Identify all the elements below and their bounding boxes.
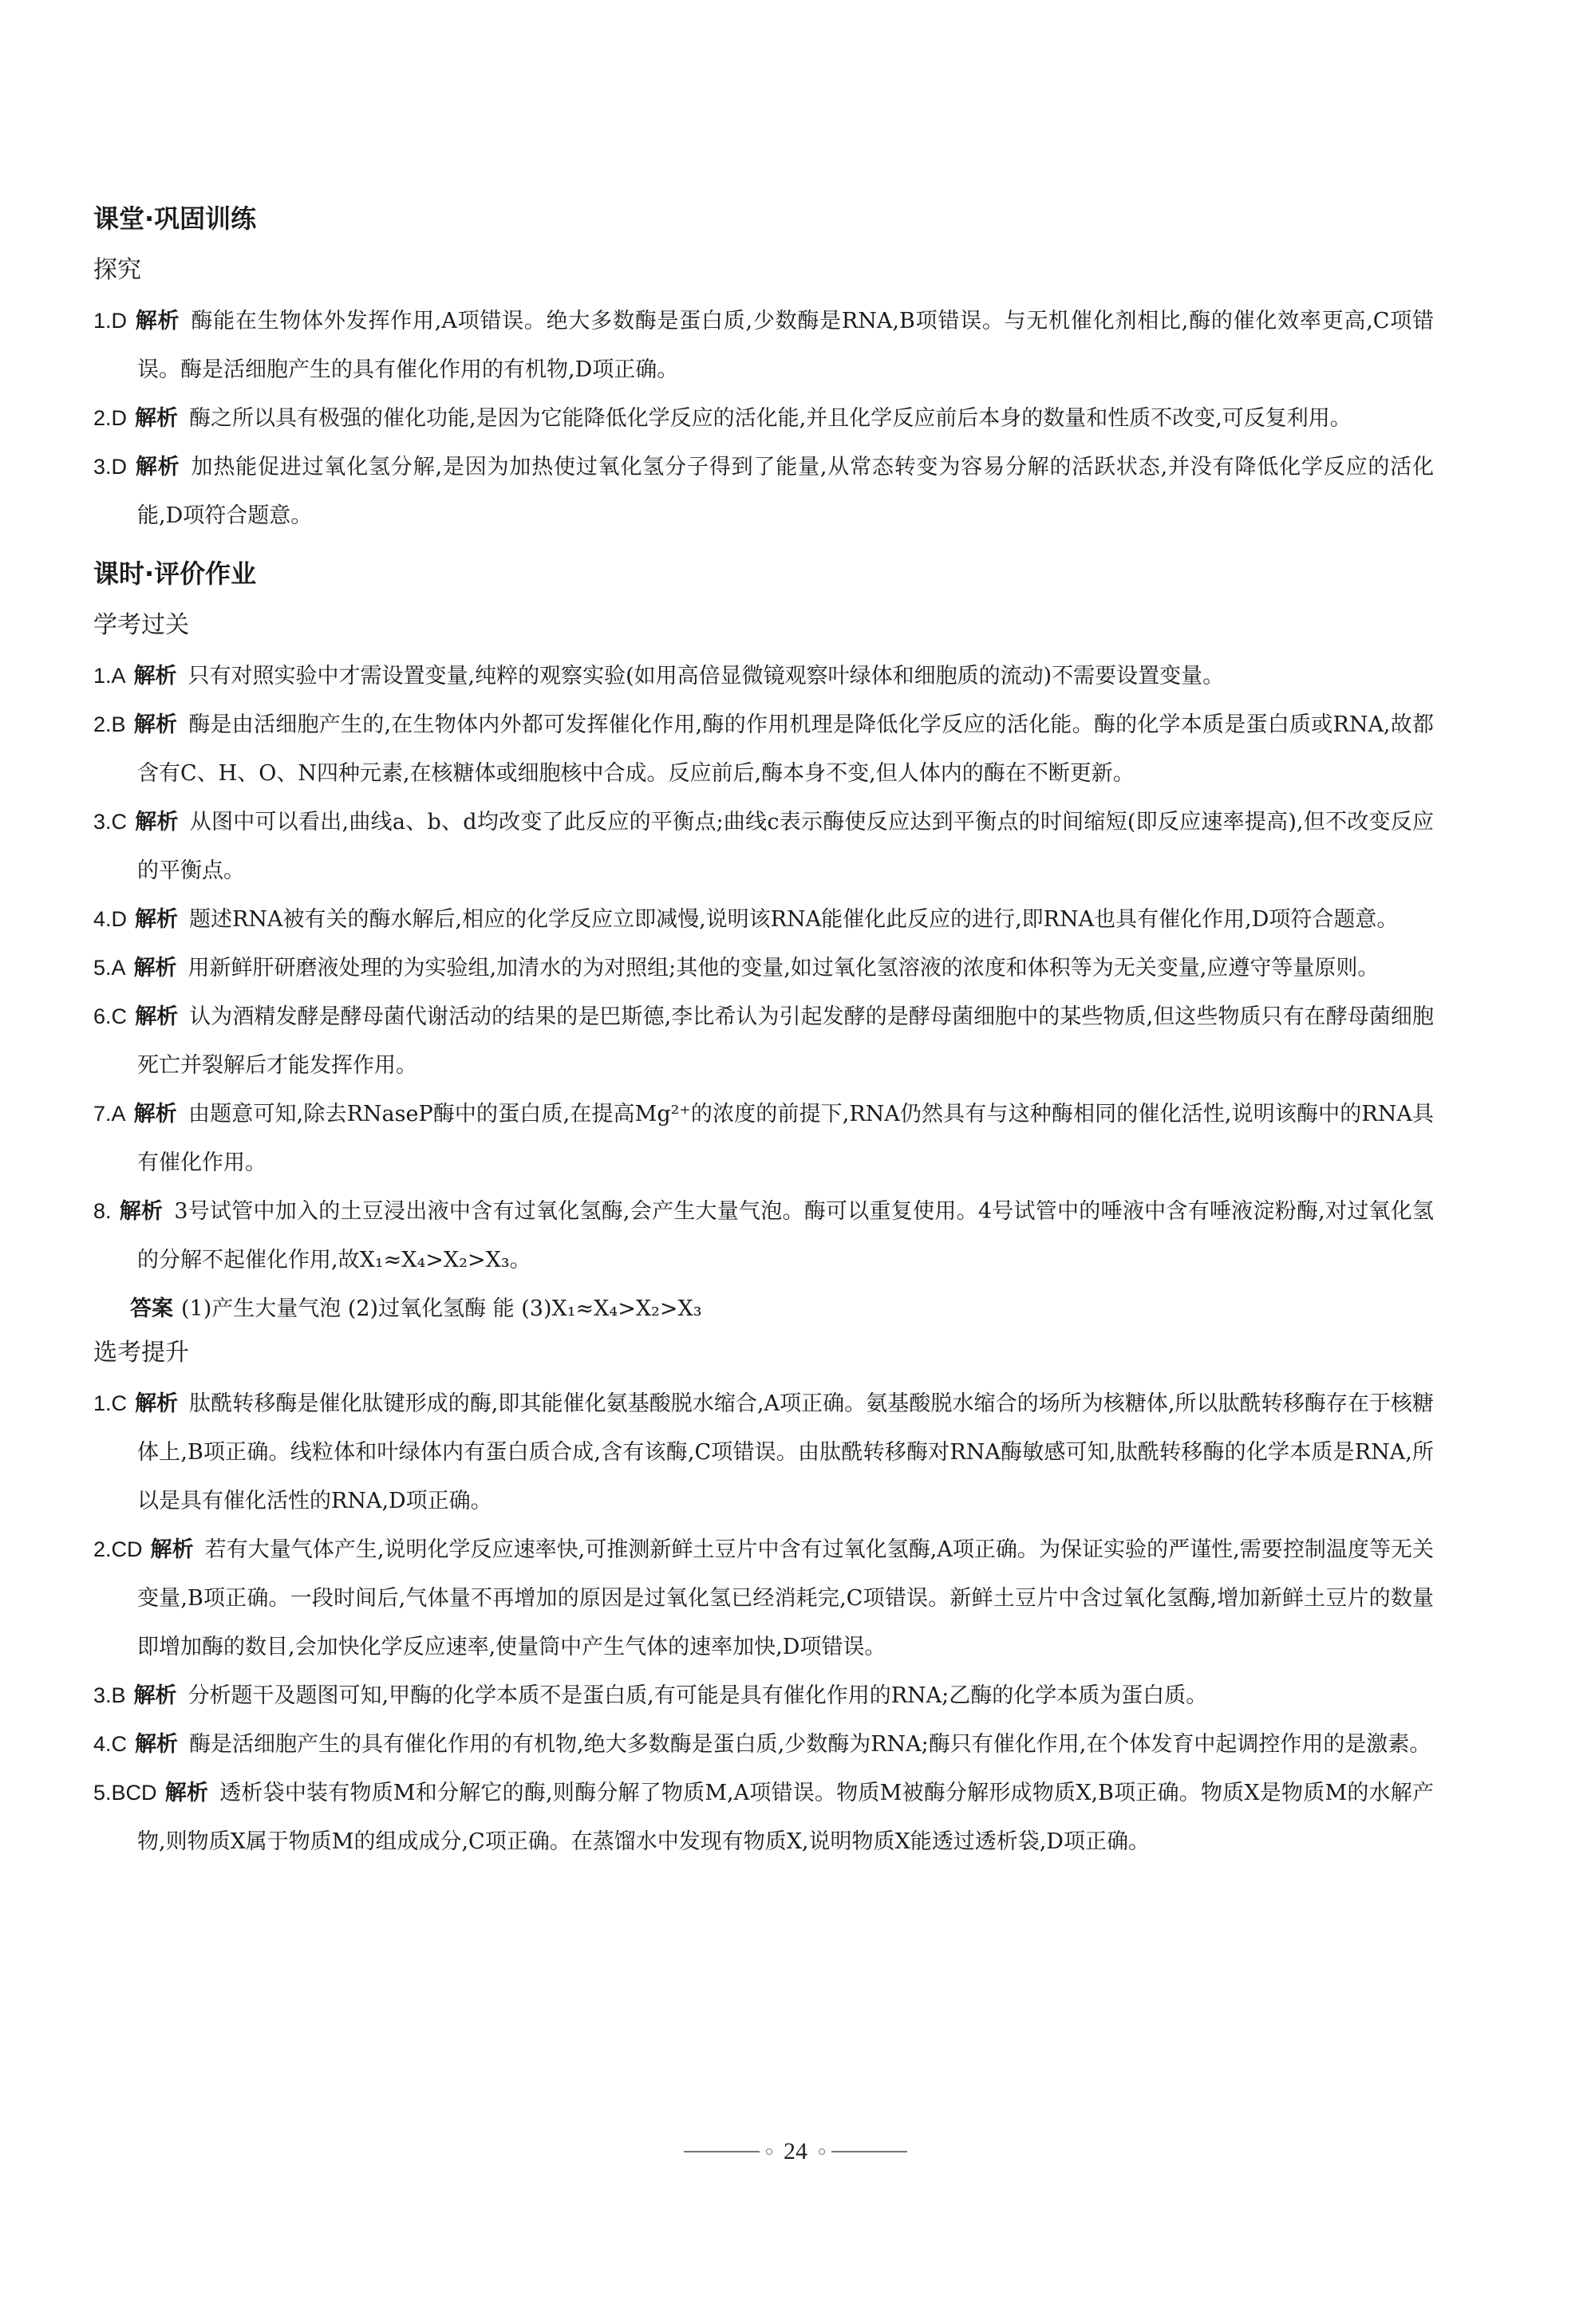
item-text: 分析题干及题图可知,甲酶的化学本质不是蛋白质,有可能是具有催化作用的RNA;乙酶的化学本质为蛋白质。 [188, 1683, 1208, 1708]
item-keyword: 解析 [135, 810, 179, 835]
footer-rule-left [684, 2151, 760, 2152]
item-keyword: 解析 [135, 1004, 179, 1029]
item-text: 加热能促进过氧化氢分解,是因为加热使过氧化氢分子得到了能量,从常态转变为容易分解的活跃状态,并没有降低化学反应的活化能,D项符合题意。 [137, 455, 1435, 528]
item-number: 7.A [93, 1102, 126, 1126]
item-keyword: 解析 [119, 1199, 164, 1224]
answer-item [93, 944, 1434, 992]
item-text: 用新鲜肝研磨液处理的为实验组,加清水的为对照组;其他的变量,如过氧化氢溶液的浓度和体积等为无关变量,应遵守等量原则。 [188, 956, 1380, 980]
item-text: 只有对照实验中才需设置变量,纯粹的观察实验(如用高倍显微镜观察叶绿体和细胞质的流动)不需要设置变量。 [188, 664, 1225, 689]
item-number: 3.C [93, 810, 128, 834]
item-text: 由题意可知,除去RNaseP酶中的蛋白质,在提高Mg²⁺的浓度的前提下,RNA仍然具有与这种酶相同的催化活性,说明该酶中的RNA具有催化作用。 [137, 1102, 1435, 1175]
answer-item [93, 992, 1434, 1090]
item-keyword: 解析 [150, 1537, 194, 1562]
answer-item [93, 1720, 1434, 1769]
item-keyword: 解析 [133, 712, 178, 737]
item-text: 认为酒精发酵是酵母菌代谢活动的结果的是巴斯德,李比希认为引起发酵的是酵母菌细胞中的某些物质,但这些物质只有在酵母菌细胞死亡并裂解后才能发挥作用。 [137, 1004, 1434, 1078]
item-keyword: 解析 [135, 1732, 179, 1757]
section-title: 课时·评价作业 [93, 558, 257, 589]
answer-item [93, 798, 1434, 895]
footer-rule-right [831, 2151, 907, 2152]
answer-item [93, 895, 1434, 944]
item-keyword: 解析 [164, 1781, 209, 1805]
answer-keyword: 答案 [130, 1296, 173, 1321]
section-title: 课堂·巩固训练 [93, 203, 257, 234]
item-keyword: 解析 [133, 1683, 177, 1708]
item-text: 肽酰转移酶是催化肽键形成的酶,即其能催化氨基酸脱水缩合,A项正确。氨基酸脱水缩合的场所为核糖体,所以肽酰转移酶存在于核糖体上,B项正确。线粒体和叶绿体内有蛋白质合成,含有该酶,C项错误。由肽酰转移酶对RNA酶敏感可知,肽酰转移酶的化学本质是RNA,所以是具有催化活性的RNA,D项正确。 [137, 1391, 1435, 1513]
item-text: 酶是活细胞产生的具有催化作用的有机物,绝大多数酶是蛋白质,少数酶为RNA;酶只有催化作用,在个体发育中起调控作用的是激素。 [189, 1732, 1431, 1757]
item-keyword: 解析 [135, 1391, 179, 1416]
item-keyword: 解析 [135, 455, 180, 479]
footer-ornament-right [819, 2148, 825, 2155]
subsection-title: 学考过关 [93, 611, 189, 639]
item-text: 题述RNA被有关的酶水解后,相应的化学反应立即减慢,说明该RNA能催化此反应的进行,即RNA也具有催化作用,D项符合题意。 [189, 907, 1399, 932]
answer-item [93, 1090, 1434, 1187]
item-number: 5.A [93, 956, 126, 980]
answer-line [93, 1284, 1434, 1333]
item-keyword: 解析 [135, 309, 180, 333]
answer-item [93, 394, 1434, 443]
answer-item [93, 297, 1434, 394]
item-keyword: 解析 [133, 956, 177, 980]
subsection-title: 选考提升 [93, 1339, 189, 1367]
item-keyword: 解析 [135, 406, 179, 431]
item-number: 1.C [93, 1391, 128, 1415]
answer-text: (1)产生大量气泡 (2)过氧化氢酶 能 (3)X₁≈X₄>X₂>X₃ [181, 1296, 702, 1321]
item-text: 若有大量气体产生,说明化学反应速率快,可推测新鲜土豆片中含有过氧化氢酶,A项正确。为保证实验的严谨性,需要控制温度等无关变量,B项正确。一段时间后,气体量不再增加的原因是过氧化氢已经消耗完,C项错误。新鲜土豆片中含过氧化氢酶,增加新鲜土豆片的数量即增加酶的数目,会加快化学反应速率,使量筒中产生气体的速率加快,D项错误。 [137, 1537, 1435, 1659]
answer-item [93, 1525, 1434, 1671]
footer-ornament-left [766, 2148, 772, 2155]
item-text: 3号试管中加入的土豆浸出液中含有过氧化氢酶,会产生大量气泡。酶可以重复使用。4号试管中的唾液中含有唾液淀粉酶,对过氧化氢的分解不起催化作用,故X₁≈X₄>X₂>X₃。 [137, 1199, 1434, 1272]
item-number: 3.B [93, 1683, 126, 1707]
item-number: 1.D [93, 309, 128, 333]
item-text: 酶是由活细胞产生的,在生物体内外都可发挥催化作用,酶的作用机理是降低化学反应的活化能。酶的化学本质是蛋白质或RNA,故都含有C、H、O、N四种元素,在核糖体或细胞核中合成。反应前后,酶本身不变,但人体内的酶在不断更新。 [137, 712, 1435, 786]
item-text: 酶能在生物体外发挥作用,A项错误。绝大多数酶是蛋白质,少数酶是RNA,B项错误。与无机催化剂相比,酶的催化效率更高,C项错误。酶是活细胞产生的具有催化作用的有机物,D项正确。 [137, 309, 1434, 382]
answer-item [93, 652, 1434, 700]
item-keyword: 解析 [133, 1102, 177, 1126]
item-number: 2.D [93, 406, 128, 430]
answer-item [93, 1187, 1434, 1284]
answer-item [93, 1379, 1434, 1525]
item-keyword: 解析 [133, 664, 177, 689]
answer-item [93, 700, 1434, 798]
item-number: 2.CD [93, 1537, 143, 1561]
item-text: 透析袋中装有物质M和分解它的酶,则酶分解了物质M,A项错误。物质M被酶分解形成物质X,B项正确。物质X是物质M的水解产物,则物质X属于物质M的组成成分,C项正确。在蒸馏水中发现有物质X,说明物质X能透过透析袋,D项正确。 [137, 1781, 1434, 1854]
page-footer [0, 2132, 1591, 2172]
answer-item [93, 1769, 1434, 1866]
item-number: 4.C [93, 1732, 128, 1756]
item-number: 3.D [93, 455, 128, 479]
item-number: 8. [93, 1199, 112, 1223]
item-number: 5.BCD [93, 1781, 157, 1805]
item-number: 6.C [93, 1004, 128, 1028]
item-number: 2.B [93, 712, 126, 736]
page-number: 24 [784, 2138, 807, 2164]
subsection-title: 探究 [93, 256, 141, 284]
answer-item [93, 1671, 1434, 1720]
item-text: 从图中可以看出,曲线a、b、d均改变了此反应的平衡点;曲线c表示酶使反应达到平衡点的时间缩短(即反应速率提高),但不改变反应的平衡点。 [137, 810, 1434, 883]
item-number: 1.A [93, 664, 126, 688]
item-number: 4.D [93, 907, 128, 931]
answer-item [93, 443, 1434, 540]
document-content [93, 198, 1434, 1866]
item-keyword: 解析 [135, 907, 179, 932]
item-text: 酶之所以具有极强的催化功能,是因为它能降低化学反应的活化能,并且化学反应前后本身的数量和性质不改变,可反复利用。 [189, 406, 1352, 431]
